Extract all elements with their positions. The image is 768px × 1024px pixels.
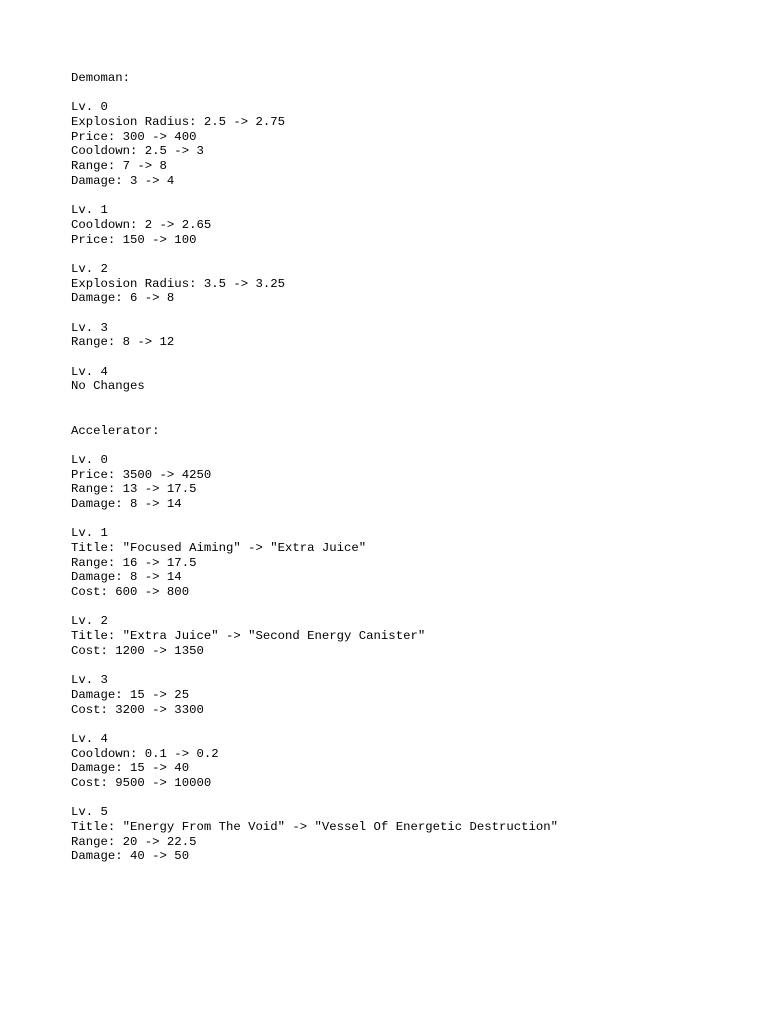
text-line (71, 247, 558, 262)
text-line: Damage: 3 -> 4 (71, 173, 175, 188)
text-line: Damage: 40 -> 50 (71, 849, 190, 864)
text-line: Range: 16 -> 17.5 (71, 555, 197, 570)
text-line: Lv. 0 (71, 452, 108, 467)
text-line: Lv. 5 (71, 805, 108, 820)
text-line (71, 306, 558, 321)
text-line: Damage: 6 -> 8 (71, 291, 175, 306)
text-line: Lv. 2 (71, 261, 108, 276)
text-line: Cost: 600 -> 800 (71, 585, 190, 600)
text-line: Explosion Radius: 2.5 -> 2.75 (71, 115, 286, 130)
text-line: Range: 20 -> 22.5 (71, 834, 197, 849)
text-line: Lv. 4 (71, 731, 108, 746)
text-line (71, 438, 558, 453)
text-line: Range: 8 -> 12 (71, 335, 175, 350)
text-line: Range: 7 -> 8 (71, 159, 167, 174)
text-line: Lv. 2 (71, 614, 108, 629)
text-line: Lv. 4 (71, 364, 108, 379)
text-line: Damage: 8 -> 14 (71, 496, 182, 511)
text-line (71, 189, 558, 204)
text-line (71, 659, 558, 674)
text-line: Price: 150 -> 100 (71, 232, 197, 247)
text-line: Title: "Energy From The Void" -> "Vessel Of Energetic Destruction" (71, 820, 559, 835)
text-line: Explosion Radius: 3.5 -> 3.25 (71, 276, 286, 291)
text-line: Demoman: (71, 71, 131, 85)
text-line: No Changes (71, 379, 145, 394)
text-line: Damage: 15 -> 40 (71, 761, 190, 776)
text-line: Lv. 0 (71, 100, 108, 115)
text-line (71, 350, 558, 365)
text-line (71, 512, 558, 527)
text-line: Cost: 1200 -> 1350 (71, 643, 204, 658)
text-line (71, 717, 558, 732)
text-line: Lv. 3 (71, 320, 108, 335)
text-line (71, 600, 558, 615)
text-line (71, 409, 558, 424)
text-line: Cooldown: 2.5 -> 3 (71, 144, 204, 159)
text-line: Cost: 3200 -> 3300 (71, 702, 204, 717)
text-line: Accelerator: (71, 423, 160, 438)
text-line: Lv. 1 (71, 526, 108, 541)
text-line: Cost: 9500 -> 10000 (71, 776, 212, 790)
text-line (71, 394, 558, 409)
text-line: Lv. 1 (71, 203, 108, 218)
text-line: Price: 3500 -> 4250 (71, 467, 212, 482)
text-line: Damage: 8 -> 14 (71, 570, 182, 585)
text-line: Damage: 15 -> 25 (71, 687, 190, 702)
text-line: Range: 13 -> 17.5 (71, 482, 197, 497)
document-body (71, 71, 558, 864)
text-line: Cooldown: 2 -> 2.65 (71, 217, 212, 232)
text-line (71, 86, 558, 101)
text-line: Price: 300 -> 400 (71, 129, 197, 144)
text-line: Title: "Focused Aiming" -> "Extra Juice" (71, 541, 367, 555)
text-line: Lv. 3 (71, 673, 108, 688)
text-line: Title: "Extra Juice" -> "Second Energy Canister" (71, 629, 426, 644)
text-line: Cooldown: 0.1 -> 0.2 (71, 746, 219, 761)
text-line (71, 791, 558, 806)
